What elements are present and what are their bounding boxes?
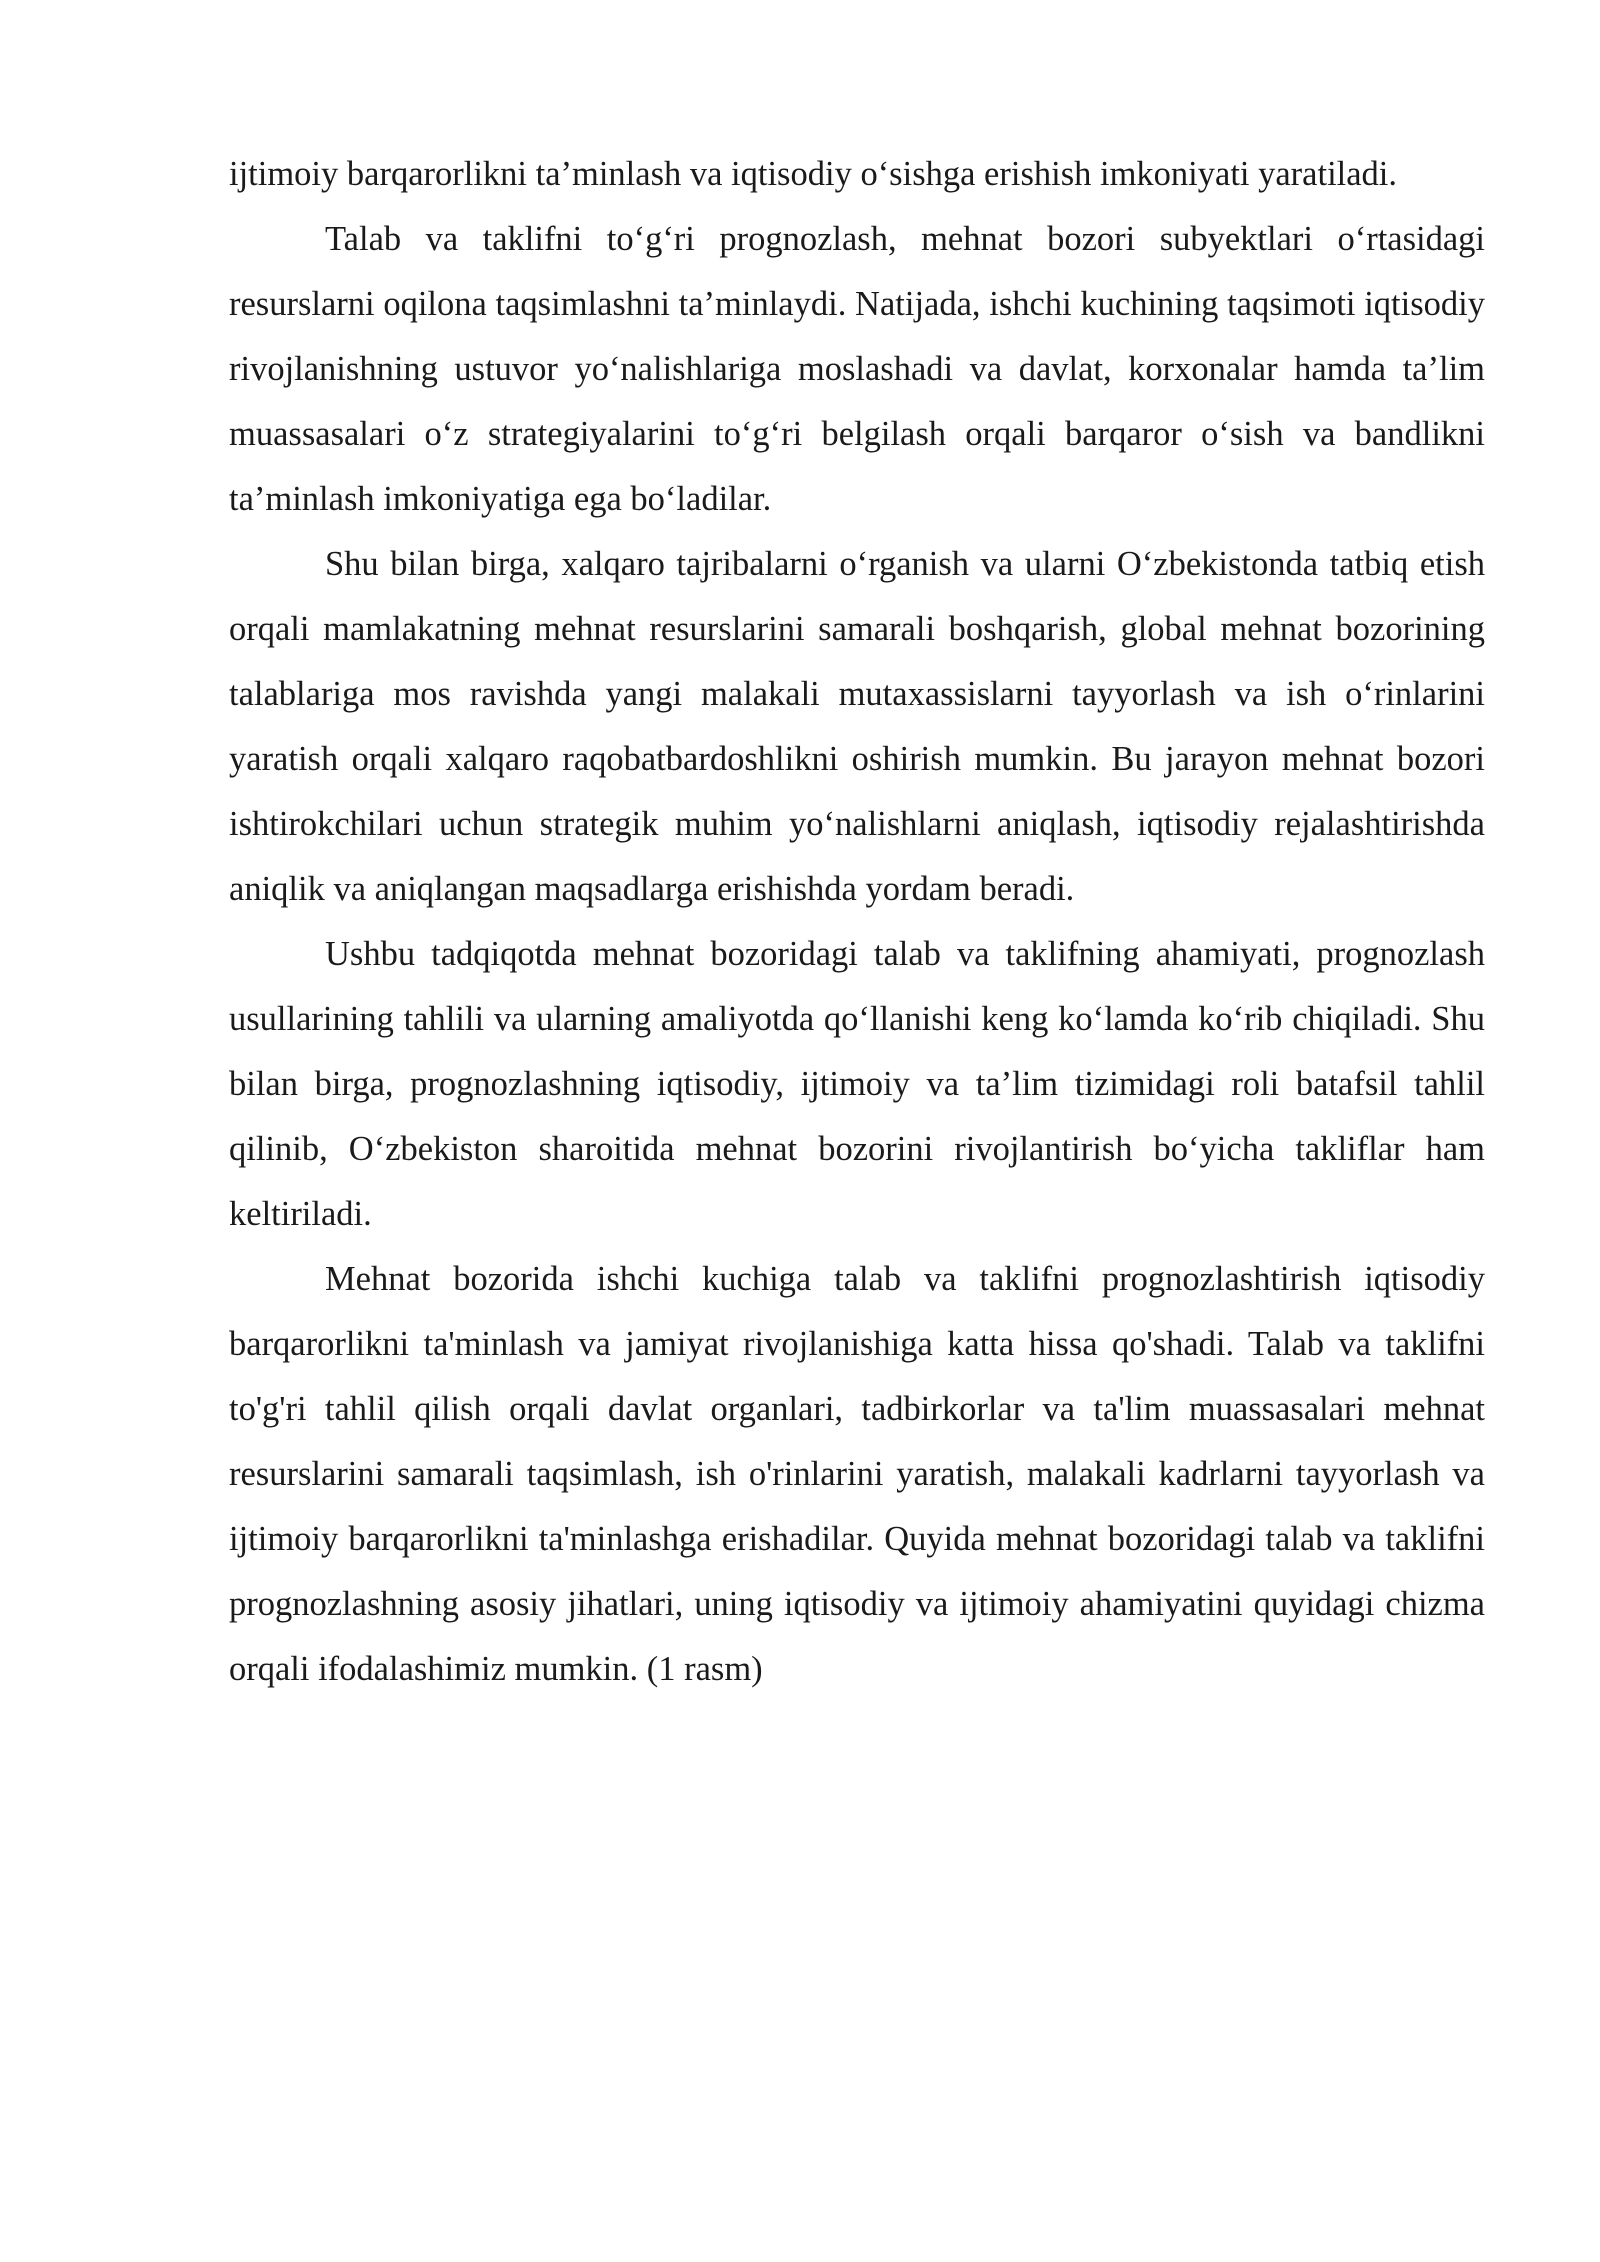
body-text bbox=[229, 142, 1485, 1702]
paragraph-continuation: ijtimoiy barqarorlikni ta’minlash va iqtisodiy o‘sishga erishish imkoniyati yaratiladi. bbox=[229, 155, 1398, 193]
paragraph-international-experience: Shu bilan birga, xalqaro tajribalarni o‘rganish va ularni O‘zbekistonda tatbiq etish orqali mamlakatning mehnat resurslarini samarali boshqarish, global mehnat bozorining talablariga mos ravishda yangi malakali mutaxassislarni tayyorlash va ish o‘rinlarini yaratish orqali xalqaro raqobatbardoshlikni oshirish mumkin. Bu jarayon mehnat bozori ishtirokchilari uchun strategik muhim yo‘nalishlarni aniqlash, iqtisodiy rejalashtirishda aniqlik va aniqlangan maqsadlarga erishishda yordam beradi. bbox=[229, 545, 1485, 908]
paragraph-forecasting-importance: Mehnat bozorida ishchi kuchiga talab va taklifni prognozlashtirish iqtisodiy barqarorlikni ta'minlash va jamiyat rivojlanishiga katta hissa qo'shadi. Talab va taklifni to'g'ri tahlil qilish orqali davlat organlari, tadbirkorlar va ta'lim muassasalari mehnat resurslarini samarali taqsimlash, ish o'rinlarini yaratish, malakali kadrlarni tayyorlash va ijtimoiy barqarorlikni ta'minlashga erishadilar. Quyida mehnat bozoridagi talab va taklifni prognozlashning asosiy jihatlari, uning iqtisodiy va ijtimoiy ahamiyatini quyidagi chizma orqali ifodalashimiz mumkin. (1 rasm) bbox=[229, 1260, 1485, 1688]
paragraph-forecasting-distribution: Talab va taklifni to‘g‘ri prognozlash, mehnat bozori subyektlari o‘rtasidagi resurslarni oqilona taqsimlashni ta’minlaydi. Natijada, ishchi kuchining taqsimoti iqtisodiy rivojlanishning ustuvor yo‘nalishlariga moslashadi va davlat, korxonalar hamda ta’lim muassasalari o‘z strategiyalarini to‘g‘ri belgilash orqali barqaror o‘sish va bandlikni ta’minlash imkoniyatiga ega bo‘ladilar. bbox=[229, 220, 1485, 518]
paragraph-research-scope: Ushbu tadqiqotda mehnat bozoridagi talab va taklifning ahamiyati, prognozlash usullarining tahlili va ularning amaliyotda qo‘llanishi keng ko‘lamda ko‘rib chiqiladi. Shu bilan birga, prognozlashning iqtisodiy, ijtimoiy va ta’lim tizimidagi roli batafsil tahlil qilinib, O‘zbekiston sharoitida mehnat bozorini rivojlantirish bo‘yicha takliflar ham keltiriladi. bbox=[229, 935, 1485, 1233]
